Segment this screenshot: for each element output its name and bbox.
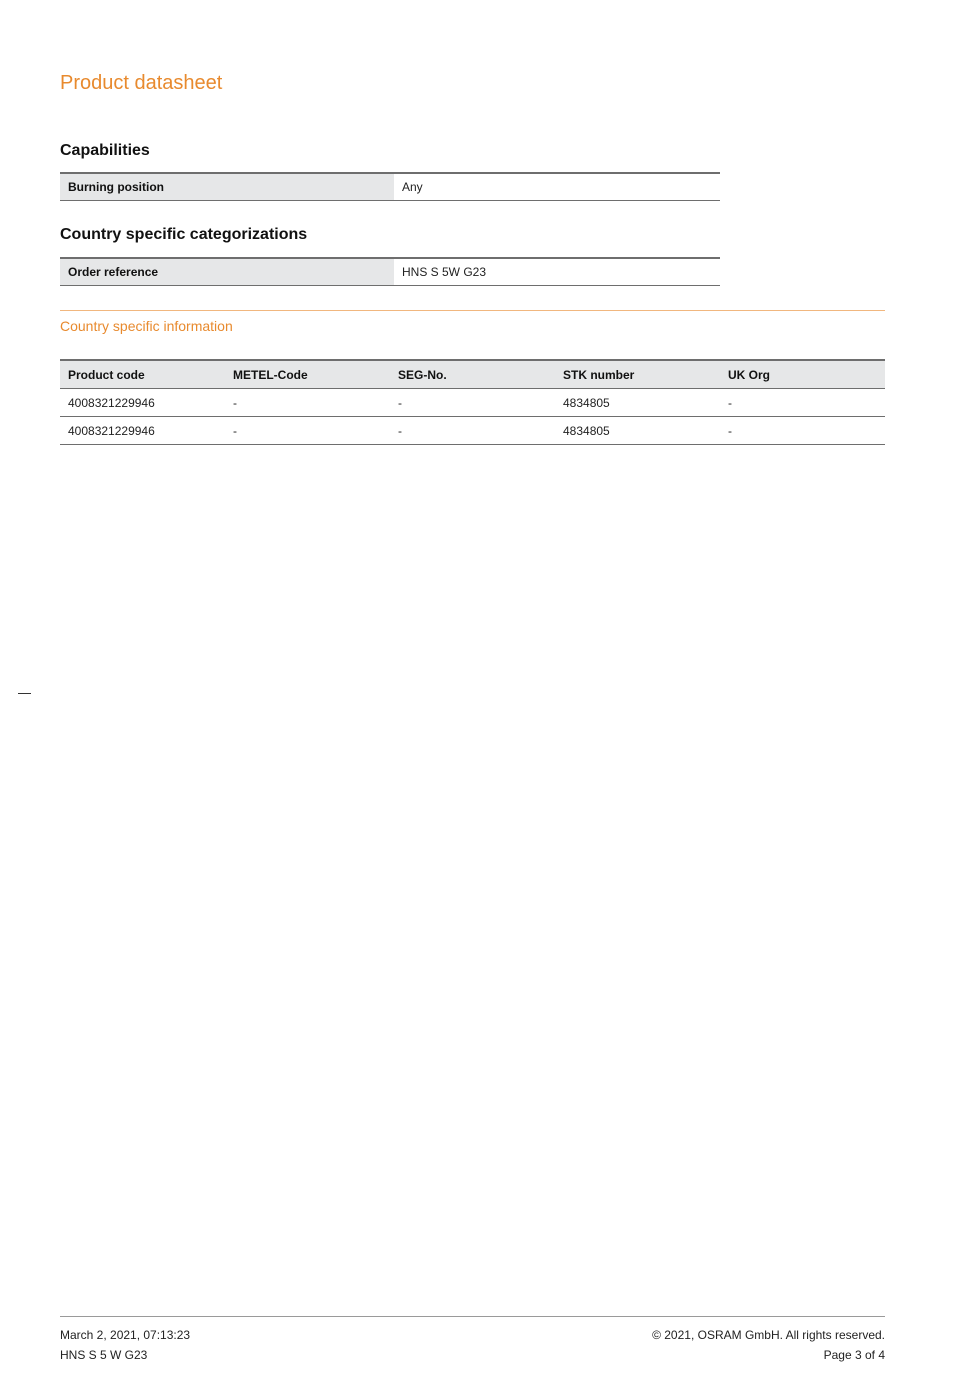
uk-org-cell: -	[720, 417, 885, 445]
seg-no-cell: -	[390, 417, 555, 445]
metel-code-cell: -	[225, 417, 390, 445]
footer-copyright: © 2021, OSRAM GmbH. All rights reserved.	[652, 1328, 885, 1342]
table-row	[60, 173, 720, 201]
stk-number-cell: 4834805	[555, 417, 720, 445]
country-categorizations-table	[60, 257, 720, 286]
capabilities-heading: Capabilities	[60, 142, 150, 159]
table-header-row	[60, 360, 885, 389]
stk-number-cell: 4834805	[555, 389, 720, 417]
seg-no-cell: -	[390, 389, 555, 417]
capabilities-table	[60, 172, 720, 201]
uk-org-cell: -	[720, 389, 885, 417]
column-header-stk-number: STK number	[555, 360, 720, 389]
product-code-cell: 4008321229946	[60, 417, 225, 445]
column-header-product-code: Product code	[60, 360, 225, 389]
country-categorizations-heading: Country specific categorizations	[60, 226, 308, 243]
margin-mark	[18, 693, 31, 694]
order-reference-label: Order reference	[60, 258, 394, 286]
country-information-table	[60, 359, 885, 445]
column-header-seg-no: SEG-No.	[390, 360, 555, 389]
product-code-cell: 4008321229946	[60, 389, 225, 417]
page-title: Product datasheet	[60, 72, 223, 94]
table-row	[60, 417, 885, 445]
footer-divider	[60, 1316, 885, 1317]
burning-position-label: Burning position	[60, 173, 394, 201]
column-header-uk-org: UK Org	[720, 360, 885, 389]
table-row	[60, 389, 885, 417]
country-information-heading: Country specific information	[60, 318, 233, 334]
metel-code-cell: -	[225, 389, 390, 417]
section-divider	[60, 310, 885, 311]
footer-timestamp: March 2, 2021, 07:13:23	[60, 1328, 191, 1342]
footer-page-number: Page 3 of 4	[823, 1348, 885, 1362]
column-header-metel-code: METEL-Code	[225, 360, 390, 389]
table-row	[60, 258, 720, 286]
order-reference-value: HNS S 5W G23	[394, 258, 720, 286]
burning-position-value: Any	[394, 173, 720, 201]
footer-product-name: HNS S 5 W G23	[60, 1348, 148, 1362]
